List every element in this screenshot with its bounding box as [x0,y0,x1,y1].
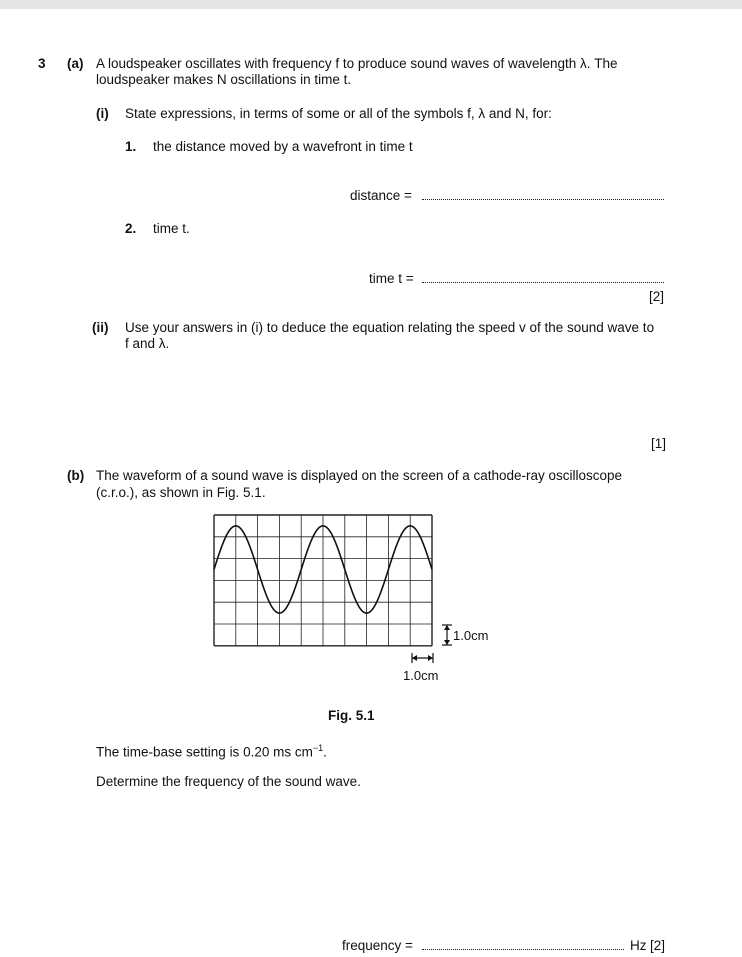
cro-grid [214,515,432,646]
timebase-exponent: −1 [312,743,324,753]
horizontal-scale-marker [412,653,433,663]
part-b-line1: The waveform of a sound wave is displayed on the screen of a cathode-ray oscilloscope [96,468,623,483]
item2-text: time t. [153,221,190,236]
sub-ii-marks: [1] [651,436,667,451]
part-b-label: (b) [67,468,85,483]
part-b-line2: (c.r.o.), as shown in Fig. 5.1. [96,485,266,500]
sub-i-label: (i) [96,106,109,121]
item1-number: 1. [125,139,137,154]
horizontal-scale-label: 1.0cm [403,668,439,683]
vertical-scale-marker [442,625,452,645]
frequency-unit: Hz [630,938,647,953]
question-number: 3 [38,56,46,71]
vertical-scale-label: 1.0cm [453,628,489,643]
part-b-marks: [2] [650,938,666,953]
item1-text: the distance moved by a wavefront in time t [153,139,413,154]
frequency-answer-line[interactable] [422,948,624,950]
time-answer-label: time t = [369,271,414,286]
sub-ii-line2: f and λ. [125,336,170,351]
timebase-text: The time-base setting is 0.20 ms cm [96,744,313,760]
part-a-line1: A loudspeaker oscillates with frequency f to produce sound waves of wavelength λ. The [96,56,618,71]
part-a-line2: loudspeaker makes N oscillations in time t. [96,72,352,87]
part-a-label: (a) [67,56,84,71]
part-b-instruction: Determine the frequency of the sound wave. [96,774,361,789]
figure-caption: Fig. 5.1 [328,708,375,723]
timebase-sentence [96,740,327,761]
sub-i-text: State expressions, in terms of some or all of the symbols f, λ and N, for: [125,106,552,121]
frequency-answer-label: frequency = [342,938,413,953]
timebase-end: . [323,744,327,760]
distance-answer-label: distance = [350,188,412,203]
sub-ii-label: (ii) [92,320,109,335]
sub-i-marks: [2] [649,289,665,304]
item2-number: 2. [125,221,137,236]
sub-ii-line1: Use your answers in (i) to deduce the equation relating the speed v of the sound wave to [125,320,655,335]
